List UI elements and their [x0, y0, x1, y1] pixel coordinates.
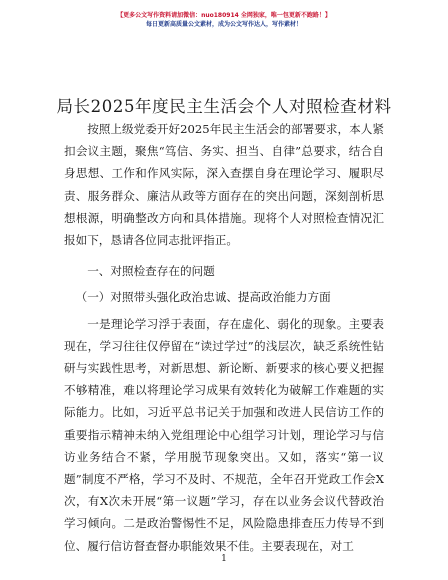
promo-banner-line-2: 每日更新高质量公文素材，成为公文写作达人，写作素材！ [145, 21, 302, 28]
body-paragraph: 一是理论学习浮于表面，存在虚化、弱化的现象。主要表现在，学习往往仅停留在“读过学过”的浅层次，缺乏系统性钻研与实践性思考，对新思想、新论断、新要求的核心要义把握不够精准，难以将理论学习成果有效转化为破解工作难题的实际能力。比如，习近平总书记关于加强和改进人民信访工作的重要指示精神未纳入党组理论中心组学习计划，理论学习与信访业务结合不紧，学用脱节现象突出。又如，落实“第一议题”制度不严格，学习不及时、不规范，全年召开党政工作会X次，有X次未开展“第一议题”学习，存在以业务会议代替政治学习倾向。二是政治警惕性不足，风险隐患排查压力传导不到位、履行信访督查督办职能效果不佳。主要表现在，对工 [64, 316, 384, 553]
subsection-heading: （一）对照带头强化政治忠诚、提高政治能力方面 [75, 290, 331, 305]
promo-banner-line-1: 【更多公文写作资料请加微信：nuo180914 全网独家，唯一包更新不跑路！】 [117, 12, 331, 19]
document-title: 局长2025年度民主生活会个人对照检查材料 [56, 97, 392, 116]
intro-paragraph: 按照上级党委开好2025年民主生活会的部署要求，本人紧扣会议主题，聚焦“笃信、务实、担当、自律”总要求，结合自身思想、工作和作风实际，深入查摆自身在理论学习、履职尽责、服务群众、廉洁从政等方面存在的突出问题，深刻剖析思想根源，明确整改方向和具体措施。现将个人对照检查情况汇报如下，恳请各位同志批评指正。 [64, 122, 384, 248]
section-heading: 一、对照检查存在的问题 [87, 264, 215, 279]
page-number: 1 [221, 554, 227, 564]
document-body [64, 118, 384, 557]
